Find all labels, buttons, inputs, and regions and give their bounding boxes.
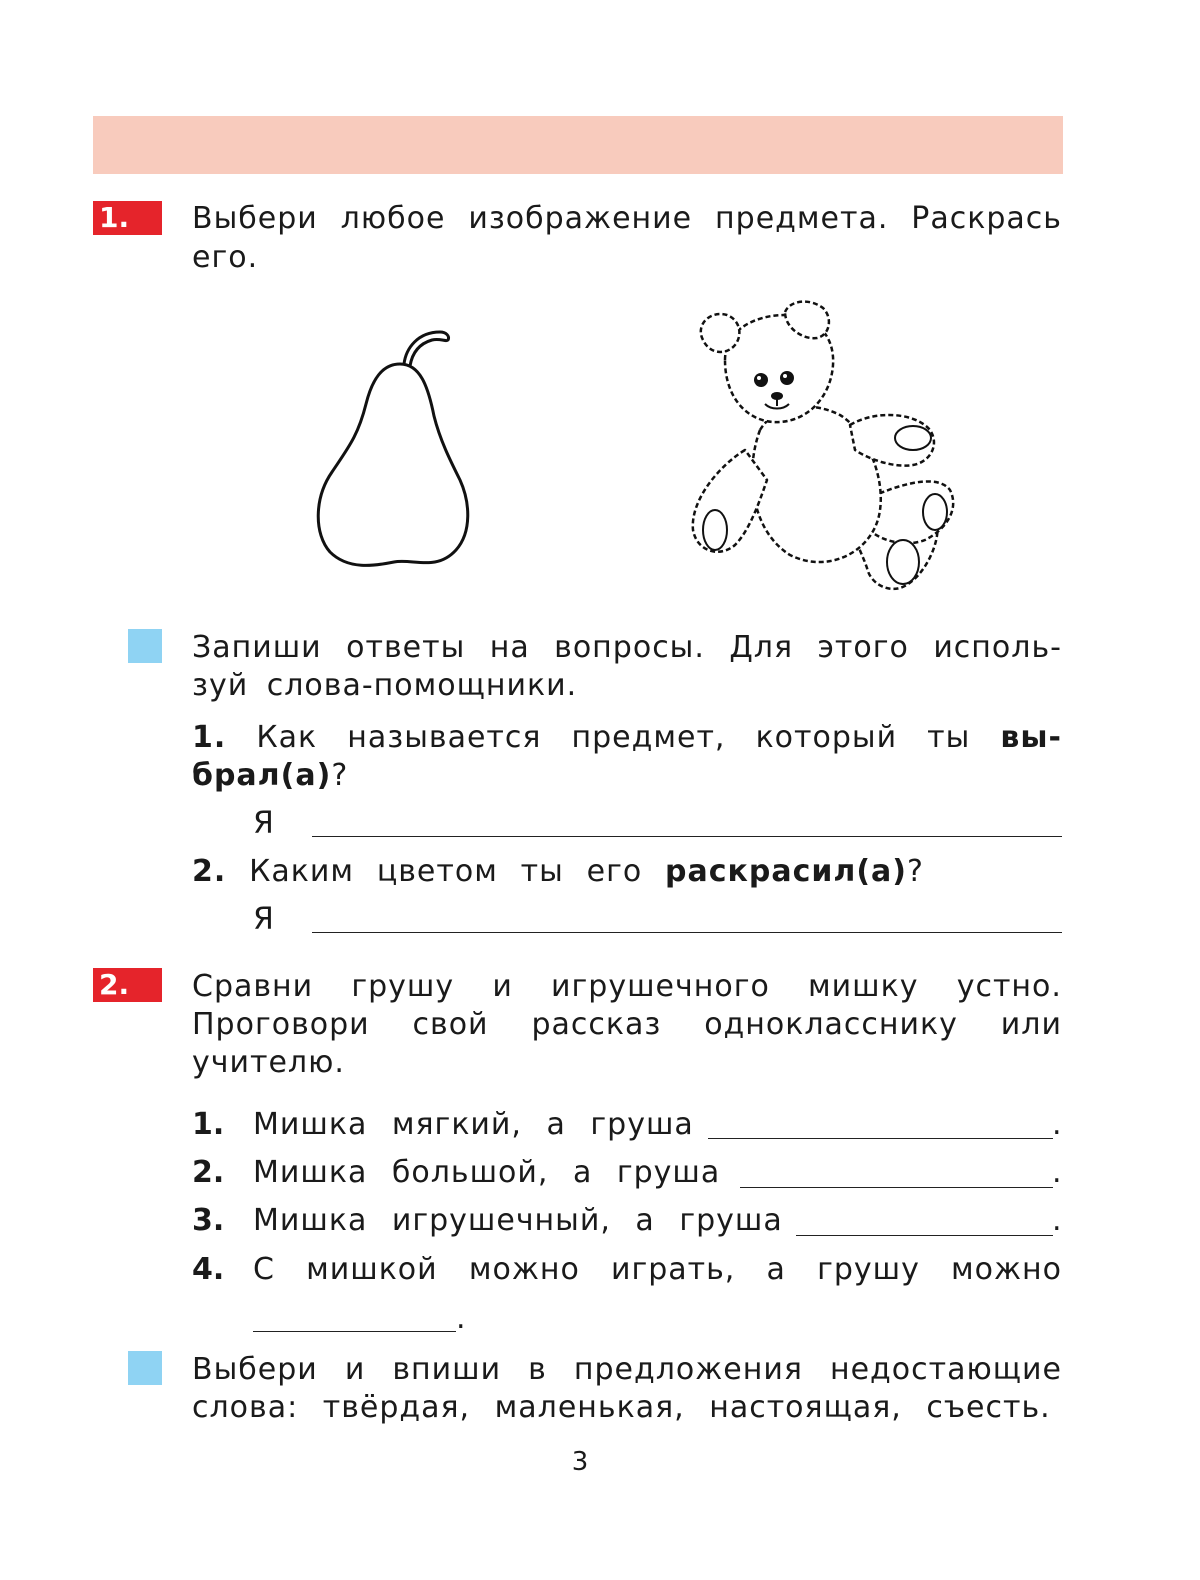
task-badge-2: 2. (93, 968, 162, 1002)
item-2-period: . (1052, 1155, 1062, 1190)
answer-2-line[interactable] (312, 932, 1062, 933)
question-1-line2: брал(а)? (192, 758, 349, 793)
subtask1-instruction-line2: зуй слова-помощники. (192, 668, 578, 703)
header-band (93, 116, 1063, 174)
question-2-line: 2. Каким цветом ты его раскрасил(а)? (192, 854, 924, 889)
answer-2-prefix: Я (253, 902, 275, 937)
subtask2-instruction-line2: слова: твёрдая, маленькая, настоящая, съесть. (192, 1390, 1051, 1425)
item-1-period: . (1052, 1107, 1062, 1142)
item-3-answer-line[interactable] (796, 1235, 1053, 1236)
item-3-number: 3. (192, 1203, 225, 1238)
task2-instruction-line2: Проговори свой рассказ однокласснику или (192, 1007, 1062, 1042)
task2-instruction-line3: учителю. (192, 1045, 345, 1080)
item-3-period: . (1052, 1203, 1062, 1238)
item-4-text: С мишкой можно играть, а грушу можно (253, 1252, 1062, 1287)
item-1-number: 1. (192, 1107, 225, 1142)
task1-instruction-line2: его. (192, 240, 259, 275)
item-4-period: . (456, 1301, 466, 1336)
teddy-bear-icon[interactable] (685, 300, 975, 600)
subtask-marker-1 (128, 629, 162, 663)
answer-1-line[interactable] (312, 836, 1062, 837)
item-2-text: Мишка большой, а груша (253, 1155, 721, 1190)
item-1-text: Мишка мягкий, а груша (253, 1107, 694, 1142)
item-2-number: 2. (192, 1155, 225, 1190)
subtask2-instruction-line1: Выбери и впиши в предложения недостающие (192, 1352, 1062, 1387)
question-1-line1: 1. Как называется предмет, который ты вы- (192, 720, 1062, 755)
task1-instruction-line1: Выбери любое изображение предмета. Раскрась (192, 201, 1062, 236)
page-number: 3 (571, 1447, 589, 1477)
task2-instruction-line1: Сравни грушу и игрушечного мишку устно. (192, 969, 1062, 1004)
item-1-answer-line[interactable] (708, 1138, 1053, 1139)
subtask1-instruction-line1: Запиши ответы на вопросы. Для этого исполь- (192, 630, 1062, 665)
item-4-number: 4. (192, 1252, 225, 1287)
item-3-text: Мишка игрушечный, а груша (253, 1203, 783, 1238)
pear-icon[interactable] (300, 320, 480, 580)
subtask-marker-2 (128, 1351, 162, 1385)
answer-1-prefix: Я (253, 806, 275, 841)
task-badge-1: 1. (93, 201, 162, 235)
item-4-answer-line[interactable] (253, 1331, 456, 1332)
item-2-answer-line[interactable] (740, 1187, 1053, 1188)
